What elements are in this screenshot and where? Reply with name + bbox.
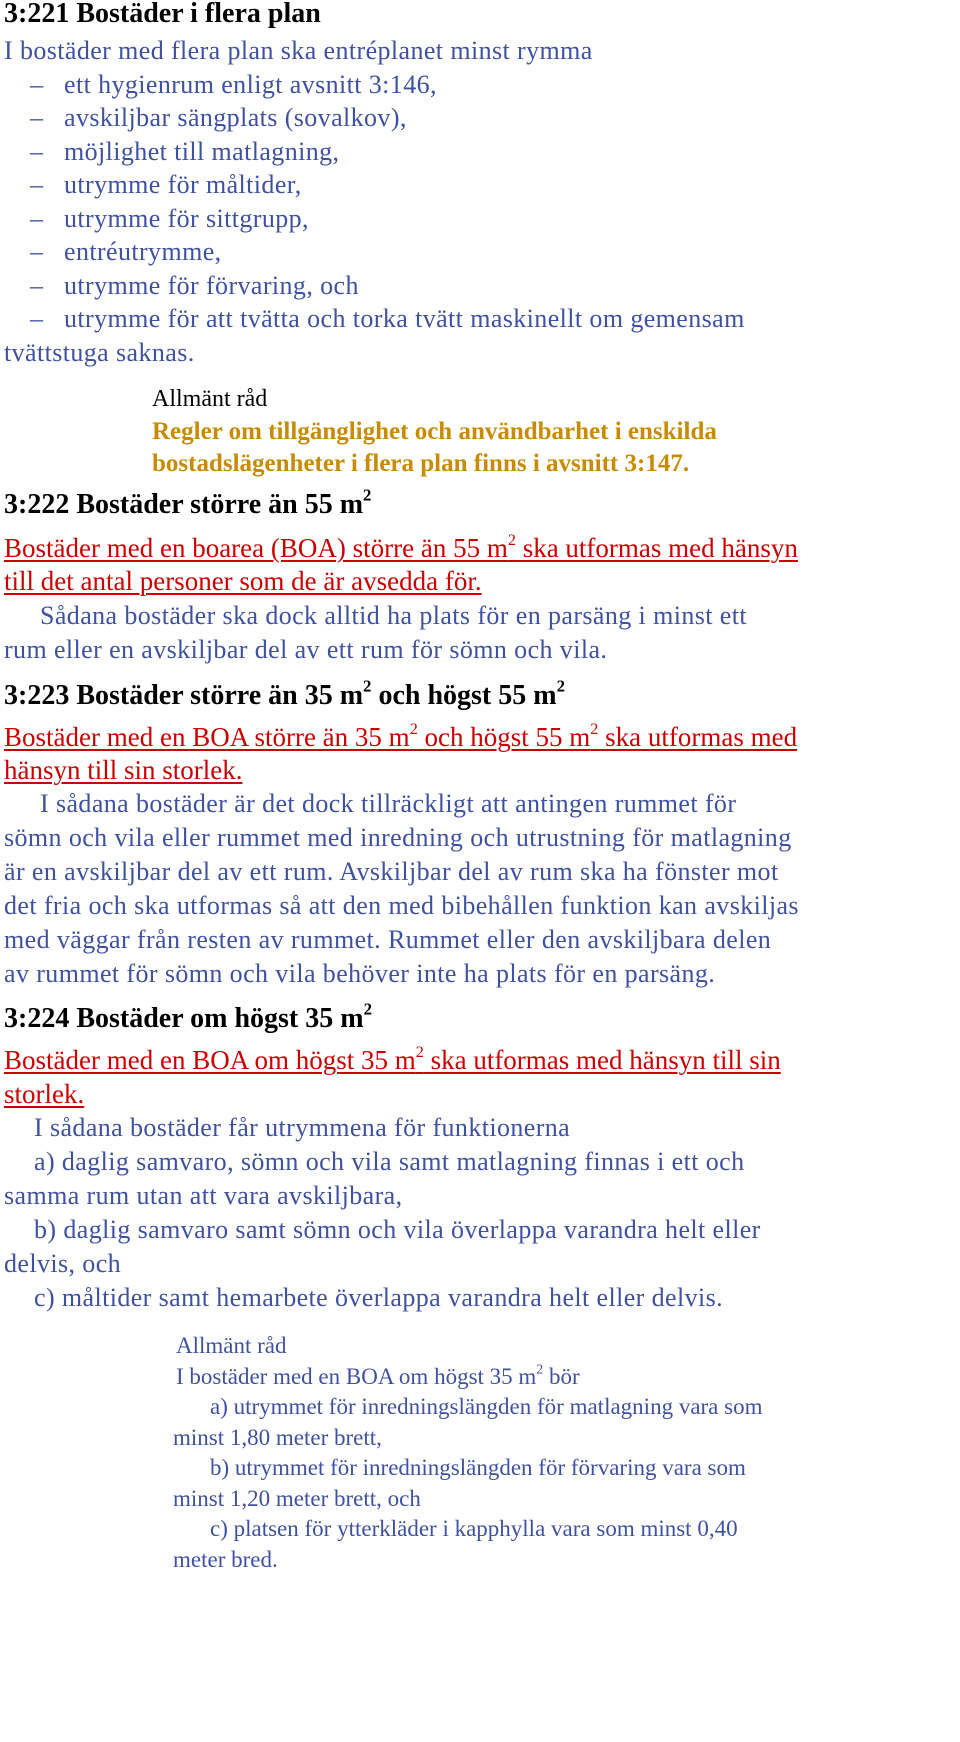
dash-bullet: – (30, 271, 44, 300)
body-text: samma rum utan att vara avskiljbara, (4, 1181, 403, 1210)
advice-label: Allmänt råd (152, 386, 268, 412)
body-text: sömn och vila eller rummet med inredning och utrustning för matlagning (4, 823, 792, 852)
intro-text: I bostäder med flera plan ska entréplanet minst rymma (4, 36, 593, 65)
dash-bullet: – (30, 237, 44, 266)
body-text: Sådana bostäder ska dock alltid ha plats för en parsäng i minst ett (40, 601, 747, 630)
advice-text: bostadslägenheter i flera plan finns i avsnitt 3:147. (152, 450, 690, 477)
rule-text: till det antal personer som de är avsedda för. (4, 566, 482, 596)
section-heading-3-222: 3:222 Bostäder större än 55 $m^2$ (4, 485, 372, 520)
rule-text: Bostäder med en BOA större än 35 $m^2$ och högst 55 $m^2$ ska utformas med (4, 719, 798, 752)
body-text: I sådana bostäder får utrymmena för funktionerna (34, 1113, 571, 1142)
list-item: – möjlighet till matlagning, (30, 137, 340, 166)
body-text: b) daglig samvaro samt sömn och vila överlappa varandra helt eller (34, 1215, 761, 1244)
dash-bullet: – (30, 70, 44, 99)
body-text: av rummet för sömn och vila behöver inte ha plats för en parsäng. (4, 959, 716, 988)
advice-text: minst 1,80 meter brett, (173, 1425, 382, 1450)
list-item: – utrymme för sittgrupp, (30, 204, 309, 233)
rule-text: Bostäder med en boarea (BOA) större än 55 $m^2$ ska utformas med hänsyn (4, 530, 798, 563)
list-tail-text: tvättstuga saknas. (4, 338, 195, 367)
body-text: är en avskiljbar del av ett rum. Avskiljbar del av rum ska ha fönster mot (4, 857, 779, 886)
list-item: – utrymme för måltider, (30, 170, 302, 199)
section-heading-3-224: 3:224 Bostäder om högst 35 $m^2$ (4, 999, 372, 1034)
list-item: – avskiljbar sängplats (sovalkov), (30, 103, 407, 132)
advice-text: meter bred. (173, 1547, 278, 1572)
advice-text: a) utrymmet för inredningslängden för matlagning vara som (210, 1394, 763, 1419)
dash-bullet: – (30, 170, 44, 199)
list-item: – ett hygienrum enligt avsnitt 3:146, (30, 70, 437, 99)
list-item: – entréutrymme, (30, 237, 222, 266)
advice-text: c) platsen för ytterkläder i kapphylla vara som minst 0,40 (210, 1516, 738, 1541)
body-text: c) måltider samt hemarbete överlappa varandra helt eller delvis. (34, 1283, 724, 1312)
body-text: med väggar från resten av rummet. Rummet eller den avskiljbara delen (4, 925, 772, 954)
list-item: – utrymme för förvaring, och (30, 271, 359, 300)
section-heading-3-221: 3:221 Bostäder i flera plan (4, 0, 321, 29)
body-text: det fria och ska utformas så att den med bibehållen funktion kan avskiljas (4, 891, 799, 920)
advice-text: Regler om tillgänglighet och användbarhet i enskilda (152, 418, 717, 445)
list-item: – utrymme för att tvätta och torka tvätt maskinellt om gemensam (30, 304, 745, 333)
advice-text: I bostäder med en BOA om högst 35 $m^2$ bör (176, 1361, 580, 1389)
body-text: I sådana bostäder är det dock tillräckligt att antingen rummet för (40, 789, 737, 818)
body-text: a) daglig samvaro, sömn och vila samt matlagning finnas i ett och (34, 1147, 745, 1176)
advice-text: b) utrymmet för inredningslängden för förvaring vara som (210, 1455, 746, 1480)
advice-label: Allmänt råd (176, 1333, 287, 1358)
dash-bullet: – (30, 304, 44, 333)
rule-text: Bostäder med en BOA om högst 35 $m^2$ ska utformas med hänsyn till sin (4, 1042, 781, 1075)
dash-bullet: – (30, 103, 44, 132)
body-text: rum eller en avskiljbar del av ett rum för sömn och vila. (4, 635, 608, 664)
section-heading-3-223: 3:223 Bostäder större än 35 $m^2$ och högst 55 $m^2$ (4, 676, 565, 711)
rule-text: storlek. (4, 1079, 85, 1109)
body-text: delvis, och (4, 1249, 122, 1278)
dash-bullet: – (30, 137, 44, 166)
advice-text: minst 1,20 meter brett, och (173, 1486, 421, 1511)
rule-text: hänsyn till sin storlek. (4, 755, 243, 785)
dash-bullet: – (30, 204, 44, 233)
